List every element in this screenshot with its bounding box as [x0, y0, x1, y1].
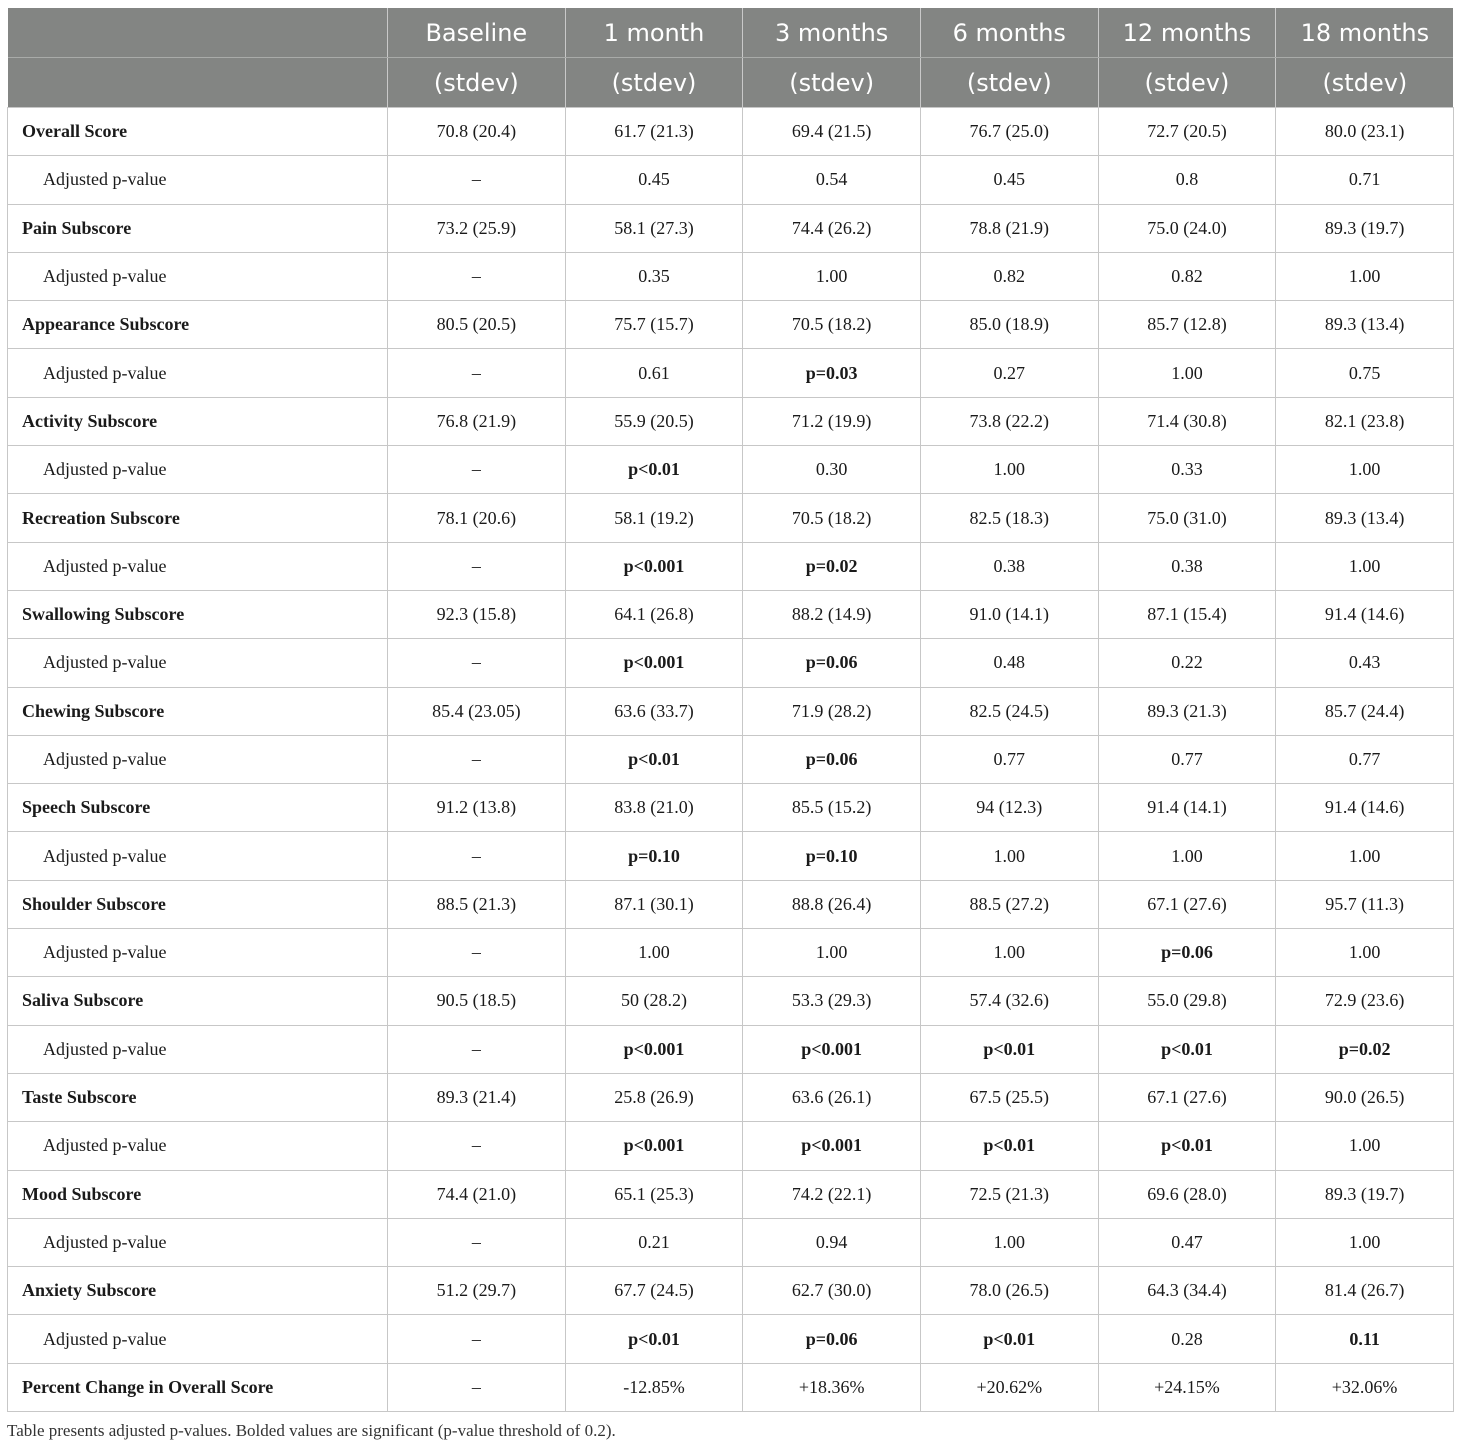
- table-cell: p<0.001: [565, 1025, 743, 1073]
- table-cell: 0.45: [920, 156, 1098, 204]
- table-cell: –: [388, 1025, 566, 1073]
- table-cell: 0.35: [565, 252, 743, 300]
- score-row: [8, 1170, 1454, 1218]
- table-cell: 90.5 (18.5): [388, 977, 566, 1025]
- table-cell: 69.4 (21.5): [743, 108, 921, 156]
- table-cell: 0.22: [1098, 639, 1276, 687]
- table-cell: 67.1 (27.6): [1098, 880, 1276, 928]
- table-cell: 0.77: [920, 735, 1098, 783]
- table-cell: 80.0 (23.1): [1276, 108, 1454, 156]
- table-cell: 1.00: [920, 446, 1098, 494]
- table-cell: p<0.001: [743, 1122, 921, 1170]
- table-cell: 82.5 (24.5): [920, 687, 1098, 735]
- table-cell: 0.27: [920, 349, 1098, 397]
- header-subcell-stdev: (stdev): [1276, 58, 1454, 108]
- table-cell: 0.47: [1098, 1218, 1276, 1266]
- table-cell: +18.36%: [743, 1363, 921, 1411]
- table-cell: 74.4 (26.2): [743, 204, 921, 252]
- row-label: Adjusted p-value: [8, 1025, 388, 1073]
- table-header: [8, 8, 1454, 108]
- table-cell: –: [388, 156, 566, 204]
- table-cell: 89.3 (19.7): [1276, 1170, 1454, 1218]
- table-cell: 71.9 (28.2): [743, 687, 921, 735]
- table-cell: 85.4 (23.05): [388, 687, 566, 735]
- p-value-row: [8, 349, 1454, 397]
- p-value-row: [8, 446, 1454, 494]
- table-cell: +20.62%: [920, 1363, 1098, 1411]
- score-row: [8, 590, 1454, 638]
- table-cell: 0.77: [1098, 735, 1276, 783]
- table-cell: 0.38: [1098, 542, 1276, 590]
- table-cell: 55.0 (29.8): [1098, 977, 1276, 1025]
- table-cell: 64.1 (26.8): [565, 590, 743, 638]
- table-cell: 70.5 (18.2): [743, 494, 921, 542]
- row-label: Percent Change in Overall Score: [8, 1363, 388, 1411]
- table-cell: 78.8 (21.9): [920, 204, 1098, 252]
- table-cell: 70.8 (20.4): [388, 108, 566, 156]
- header-subcell-stdev: (stdev): [565, 58, 743, 108]
- table-cell: 1.00: [1276, 252, 1454, 300]
- row-label: Adjusted p-value: [8, 542, 388, 590]
- row-label: Activity Subscore: [8, 397, 388, 445]
- table-cell: 92.3 (15.8): [388, 590, 566, 638]
- table-cell: 88.5 (27.2): [920, 880, 1098, 928]
- table-cell: p<0.01: [1098, 1025, 1276, 1073]
- table-cell: 80.5 (20.5): [388, 301, 566, 349]
- table-cell: 75.7 (15.7): [565, 301, 743, 349]
- table-cell: p<0.01: [565, 735, 743, 783]
- table-cell: 0.48: [920, 639, 1098, 687]
- table-cell: 0.54: [743, 156, 921, 204]
- table-cell: p=0.10: [743, 832, 921, 880]
- table-cell: 69.6 (28.0): [1098, 1170, 1276, 1218]
- score-row: [8, 494, 1454, 542]
- table-cell: p<0.01: [920, 1315, 1098, 1363]
- header-cell-3-months: 3 months: [743, 8, 921, 58]
- table-cell: p=0.02: [743, 542, 921, 590]
- table-cell: 50 (28.2): [565, 977, 743, 1025]
- table-cell: 89.3 (21.4): [388, 1073, 566, 1121]
- header-subcell-stdev: (stdev): [743, 58, 921, 108]
- table-cell: 72.9 (23.6): [1276, 977, 1454, 1025]
- table-cell: p<0.01: [565, 1315, 743, 1363]
- table-cell: p=0.10: [565, 832, 743, 880]
- row-label: Appearance Subscore: [8, 301, 388, 349]
- table-cell: 85.7 (24.4): [1276, 687, 1454, 735]
- table-cell: 63.6 (26.1): [743, 1073, 921, 1121]
- header-row-1: [8, 8, 1454, 58]
- p-value-row: [8, 832, 1454, 880]
- table-cell: 88.5 (21.3): [388, 880, 566, 928]
- row-label: Adjusted p-value: [8, 1218, 388, 1266]
- row-label: Chewing Subscore: [8, 687, 388, 735]
- table-body: [8, 108, 1454, 1412]
- table-cell: 83.8 (21.0): [565, 784, 743, 832]
- table-cell: p=0.03: [743, 349, 921, 397]
- table-cell: 75.0 (31.0): [1098, 494, 1276, 542]
- table-cell: 72.7 (20.5): [1098, 108, 1276, 156]
- table-cell: 57.4 (32.6): [920, 977, 1098, 1025]
- p-value-row: [8, 735, 1454, 783]
- score-row: [8, 687, 1454, 735]
- row-label: Adjusted p-value: [8, 832, 388, 880]
- table-cell: –: [388, 1218, 566, 1266]
- score-row: [8, 397, 1454, 445]
- row-label: Recreation Subscore: [8, 494, 388, 542]
- table-cell: 1.00: [1276, 446, 1454, 494]
- table-cell: 0.33: [1098, 446, 1276, 494]
- table-cell: p<0.01: [565, 446, 743, 494]
- table-cell: 0.82: [1098, 252, 1276, 300]
- row-label: Adjusted p-value: [8, 929, 388, 977]
- p-value-row: [8, 929, 1454, 977]
- table-cell: –: [388, 735, 566, 783]
- table-cell: 0.71: [1276, 156, 1454, 204]
- table-cell: 0.21: [565, 1218, 743, 1266]
- table-cell: 1.00: [1098, 832, 1276, 880]
- table-cell: 71.2 (19.9): [743, 397, 921, 445]
- table-cell: p=0.06: [743, 1315, 921, 1363]
- table-cell: 0.82: [920, 252, 1098, 300]
- table-cell: p=0.06: [743, 735, 921, 783]
- header-cell-6-months: 6 months: [920, 8, 1098, 58]
- row-label: Shoulder Subscore: [8, 880, 388, 928]
- table-cell: 73.8 (22.2): [920, 397, 1098, 445]
- table-cell: 1.00: [1276, 929, 1454, 977]
- header-row-2: [8, 58, 1454, 108]
- table-cell: 1.00: [743, 252, 921, 300]
- table-cell: 71.4 (30.8): [1098, 397, 1276, 445]
- table-cell: 61.7 (21.3): [565, 108, 743, 156]
- score-row: [8, 204, 1454, 252]
- row-label: Adjusted p-value: [8, 639, 388, 687]
- table-cell: 91.4 (14.1): [1098, 784, 1276, 832]
- score-row: [8, 108, 1454, 156]
- row-label: Adjusted p-value: [8, 1315, 388, 1363]
- score-row: [8, 1267, 1454, 1315]
- p-value-row: [8, 252, 1454, 300]
- table-cell: 78.1 (20.6): [388, 494, 566, 542]
- table-cell: p<0.01: [1098, 1122, 1276, 1170]
- row-label: Swallowing Subscore: [8, 590, 388, 638]
- table-cell: –: [388, 1315, 566, 1363]
- row-label: Speech Subscore: [8, 784, 388, 832]
- table-cell: –: [388, 542, 566, 590]
- table-cell: 63.6 (33.7): [565, 687, 743, 735]
- header-subcell-stdev: (stdev): [920, 58, 1098, 108]
- table-cell: 72.5 (21.3): [920, 1170, 1098, 1218]
- table-cell: 58.1 (27.3): [565, 204, 743, 252]
- score-row: [8, 1363, 1454, 1411]
- table-cell: p=0.02: [1276, 1025, 1454, 1073]
- table-cell: 0.8: [1098, 156, 1276, 204]
- row-label: Adjusted p-value: [8, 156, 388, 204]
- table-cell: p<0.001: [743, 1025, 921, 1073]
- table-cell: 91.4 (14.6): [1276, 784, 1454, 832]
- header-cell-1-month: 1 month: [565, 8, 743, 58]
- table-cell: 62.7 (30.0): [743, 1267, 921, 1315]
- table-cell: 0.38: [920, 542, 1098, 590]
- p-value-row: [8, 1025, 1454, 1073]
- p-value-row: [8, 542, 1454, 590]
- header-cell-blank: [8, 8, 388, 58]
- table-cell: 85.0 (18.9): [920, 301, 1098, 349]
- table-cell: 75.0 (24.0): [1098, 204, 1276, 252]
- table-cell: –: [388, 832, 566, 880]
- table-cell: 91.2 (13.8): [388, 784, 566, 832]
- table-cell: 64.3 (34.4): [1098, 1267, 1276, 1315]
- table-cell: +24.15%: [1098, 1363, 1276, 1411]
- table-cell: p<0.001: [565, 1122, 743, 1170]
- table-cell: 89.3 (13.4): [1276, 301, 1454, 349]
- header-cell-12-months: 12 months: [1098, 8, 1276, 58]
- table-cell: 53.3 (29.3): [743, 977, 921, 1025]
- table-cell: p=0.06: [743, 639, 921, 687]
- row-label: Adjusted p-value: [8, 735, 388, 783]
- table-cell: 94 (12.3): [920, 784, 1098, 832]
- table-cell: 1.00: [1098, 349, 1276, 397]
- row-label: Mood Subscore: [8, 1170, 388, 1218]
- table-cell: 87.1 (30.1): [565, 880, 743, 928]
- table-cell: 1.00: [1276, 1122, 1454, 1170]
- table-cell: 85.5 (15.2): [743, 784, 921, 832]
- table-cell: 1.00: [1276, 1218, 1454, 1266]
- table-cell: 1.00: [920, 929, 1098, 977]
- row-label: Pain Subscore: [8, 204, 388, 252]
- table-cell: 88.8 (26.4): [743, 880, 921, 928]
- table-cell: 65.1 (25.3): [565, 1170, 743, 1218]
- table-cell: 1.00: [920, 1218, 1098, 1266]
- score-row: [8, 880, 1454, 928]
- header-subcell-stdev: (stdev): [388, 58, 566, 108]
- table-cell: 95.7 (11.3): [1276, 880, 1454, 928]
- table-cell: 1.00: [1276, 832, 1454, 880]
- table-cell: 0.28: [1098, 1315, 1276, 1363]
- table-cell: 0.45: [565, 156, 743, 204]
- header-cell-baseline: Baseline: [388, 8, 566, 58]
- p-value-row: [8, 156, 1454, 204]
- table-cell: 89.3 (21.3): [1098, 687, 1276, 735]
- p-value-row: [8, 639, 1454, 687]
- row-label: Adjusted p-value: [8, 252, 388, 300]
- table-cell: 0.11: [1276, 1315, 1454, 1363]
- table-cell: 76.7 (25.0): [920, 108, 1098, 156]
- table-cell: p=0.06: [1098, 929, 1276, 977]
- table-cell: 0.75: [1276, 349, 1454, 397]
- row-label: Taste Subscore: [8, 1073, 388, 1121]
- table-cell: 0.30: [743, 446, 921, 494]
- table-cell: 58.1 (19.2): [565, 494, 743, 542]
- table-cell: 0.43: [1276, 639, 1454, 687]
- table-cell: 0.77: [1276, 735, 1454, 783]
- table-cell: 76.8 (21.9): [388, 397, 566, 445]
- table-cell: p<0.01: [920, 1122, 1098, 1170]
- table-cell: p<0.001: [565, 639, 743, 687]
- table-cell: -12.85%: [565, 1363, 743, 1411]
- score-row: [8, 1073, 1454, 1121]
- table-cell: –: [388, 929, 566, 977]
- table-cell: 89.3 (19.7): [1276, 204, 1454, 252]
- results-table: [7, 8, 1454, 1412]
- table-cell: 67.5 (25.5): [920, 1073, 1098, 1121]
- table-cell: 82.1 (23.8): [1276, 397, 1454, 445]
- table-cell: 91.0 (14.1): [920, 590, 1098, 638]
- table-cell: 82.5 (18.3): [920, 494, 1098, 542]
- row-label: Overall Score: [8, 108, 388, 156]
- table-cell: –: [388, 1363, 566, 1411]
- table-cell: 91.4 (14.6): [1276, 590, 1454, 638]
- table-cell: 90.0 (26.5): [1276, 1073, 1454, 1121]
- table-cell: 81.4 (26.7): [1276, 1267, 1454, 1315]
- row-label: Adjusted p-value: [8, 349, 388, 397]
- p-value-row: [8, 1315, 1454, 1363]
- row-label: Saliva Subscore: [8, 977, 388, 1025]
- table-cell: 78.0 (26.5): [920, 1267, 1098, 1315]
- table-cell: 1.00: [1276, 542, 1454, 590]
- table-cell: 25.8 (26.9): [565, 1073, 743, 1121]
- table-cell: 51.2 (29.7): [388, 1267, 566, 1315]
- table-cell: p<0.001: [565, 542, 743, 590]
- score-row: [8, 301, 1454, 349]
- table-cell: 70.5 (18.2): [743, 301, 921, 349]
- table-cell: 74.4 (21.0): [388, 1170, 566, 1218]
- table-cell: 73.2 (25.9): [388, 204, 566, 252]
- table-cell: 1.00: [920, 832, 1098, 880]
- table-cell: 0.94: [743, 1218, 921, 1266]
- score-row: [8, 784, 1454, 832]
- table-cell: 89.3 (13.4): [1276, 494, 1454, 542]
- p-value-row: [8, 1122, 1454, 1170]
- table-cell: 1.00: [743, 929, 921, 977]
- table-cell: –: [388, 639, 566, 687]
- table-cell: p<0.01: [920, 1025, 1098, 1073]
- table-cell: 0.61: [565, 349, 743, 397]
- table-footnote: Table presents adjusted p-values. Bolded values are significant (p-value threshold of 0.2).: [7, 1421, 616, 1440]
- row-label: Adjusted p-value: [8, 446, 388, 494]
- header-cell-18-months: 18 months: [1276, 8, 1454, 58]
- table-cell: 55.9 (20.5): [565, 397, 743, 445]
- table-cell: 87.1 (15.4): [1098, 590, 1276, 638]
- table-cell: 85.7 (12.8): [1098, 301, 1276, 349]
- table-cell: –: [388, 252, 566, 300]
- table-cell: 67.7 (24.5): [565, 1267, 743, 1315]
- table-cell: –: [388, 349, 566, 397]
- table-cell: +32.06%: [1276, 1363, 1454, 1411]
- p-value-row: [8, 1218, 1454, 1266]
- table-cell: –: [388, 1122, 566, 1170]
- row-label: Adjusted p-value: [8, 1122, 388, 1170]
- results-table-container: [7, 8, 1453, 1412]
- table-cell: 67.1 (27.6): [1098, 1073, 1276, 1121]
- table-cell: 74.2 (22.1): [743, 1170, 921, 1218]
- score-row: [8, 977, 1454, 1025]
- header-subcell-blank: [8, 58, 388, 108]
- header-subcell-stdev: (stdev): [1098, 58, 1276, 108]
- table-cell: 88.2 (14.9): [743, 590, 921, 638]
- table-cell: –: [388, 446, 566, 494]
- row-label: Anxiety Subscore: [8, 1267, 388, 1315]
- table-cell: 1.00: [565, 929, 743, 977]
